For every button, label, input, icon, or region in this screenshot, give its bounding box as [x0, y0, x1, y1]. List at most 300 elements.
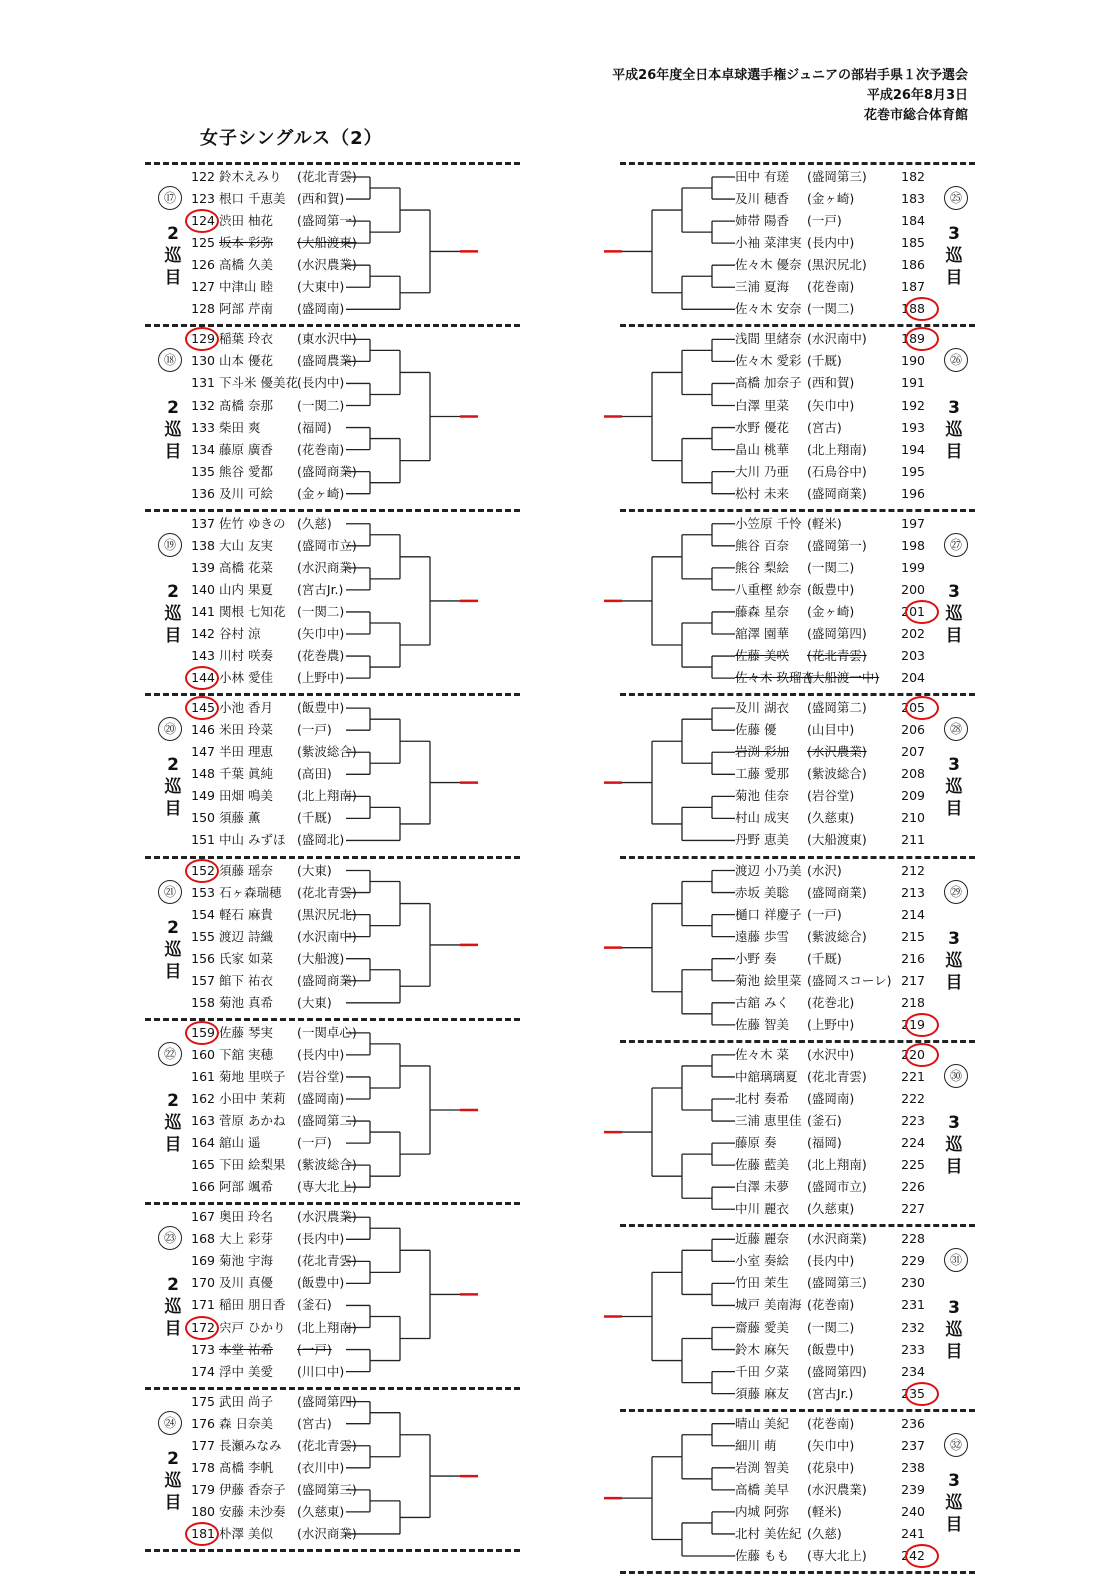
- player-name: 須藤 麻友: [735, 1385, 789, 1401]
- seed-number: 153: [191, 884, 215, 900]
- round-label: 3 巡 目: [945, 755, 963, 820]
- seed-number: 188: [901, 301, 925, 317]
- player-club: (千厩): [807, 950, 842, 966]
- player-club: (花巻農): [297, 648, 345, 664]
- event-date: 平成26年8月3日: [866, 88, 968, 103]
- player-club: (黒沢尻北): [807, 257, 867, 273]
- seed-number: 168: [191, 1231, 215, 1247]
- player-club: (一関二): [807, 559, 855, 575]
- seed-number: 151: [191, 832, 215, 848]
- player-club: (久慈東): [807, 1201, 855, 1217]
- player-club: (上野中): [297, 670, 345, 686]
- player-club: (釜石): [807, 1113, 842, 1129]
- seed-number: 161: [191, 1068, 215, 1084]
- player-name: 大上 彩芽: [219, 1231, 273, 1247]
- player-name: 佐々木 優奈: [735, 257, 802, 273]
- seed-number: 194: [901, 441, 925, 457]
- player-club: (大船渡): [297, 950, 345, 966]
- group-number: ㉒: [158, 1042, 182, 1066]
- player-name: 鈴木 麻矢: [735, 1341, 789, 1357]
- player-club: (長内中): [297, 1231, 345, 1247]
- player-name: 佐藤 優: [735, 722, 777, 738]
- seed-number: 170: [191, 1275, 215, 1291]
- seed-number: 216: [901, 950, 925, 966]
- group-number: ⑱: [158, 348, 182, 372]
- player-name: 田中 有瑳: [735, 169, 789, 184]
- player-name: 高橋 美早: [735, 1481, 789, 1497]
- player-name: 下舘 実穂: [219, 1046, 273, 1062]
- player-club: (水沢商業): [297, 559, 357, 575]
- player-club: (北上翔南): [297, 1319, 357, 1335]
- seed-number: 175: [191, 1393, 215, 1409]
- seed-number: 237: [901, 1437, 925, 1453]
- player-name: 森 日奈美: [219, 1415, 273, 1431]
- player-club: (山目中): [807, 722, 855, 738]
- player-name: 三浦 恵里佳: [735, 1113, 802, 1129]
- seed-number: 128: [191, 301, 215, 317]
- seed-number: 226: [901, 1179, 925, 1195]
- player-name: 樋口 祥慶子: [735, 906, 802, 922]
- player-name: 佐々木 玖瑠杏: [735, 670, 814, 686]
- player-name: 小池 香月: [219, 700, 273, 716]
- player-name: 菊地 里咲子: [219, 1068, 286, 1084]
- player-name: 三浦 夏海: [735, 279, 789, 295]
- player-name: 北村 美佐紀: [735, 1525, 802, 1541]
- player-name: 下田 絵梨果: [219, 1157, 286, 1173]
- player-club: (一関二): [807, 1319, 855, 1335]
- seed-number: 137: [191, 515, 215, 531]
- round-label: 2 巡 目: [164, 755, 182, 820]
- seed-number: 185: [901, 235, 925, 251]
- seed-number: 242: [901, 1548, 925, 1563]
- player-name: 武田 尚子: [219, 1393, 273, 1409]
- player-name: 齋藤 愛美: [735, 1319, 789, 1335]
- player-name: 本堂 祐希: [219, 1341, 273, 1357]
- seed-number: 150: [191, 810, 215, 826]
- player-club: (千厩): [807, 353, 842, 369]
- player-club: (大船渡東): [297, 235, 357, 251]
- player-club: (盛岡第一): [807, 537, 867, 553]
- player-name: 白澤 未夢: [735, 1179, 789, 1195]
- player-name: 関根 七知花: [219, 603, 286, 619]
- player-club: (盛岡第三): [297, 1481, 357, 1497]
- player-club: (紫波総合): [297, 1157, 357, 1173]
- seed-number: 217: [901, 972, 925, 988]
- player-club: (福岡): [807, 1135, 842, 1151]
- player-club: (盛岡第三): [807, 169, 867, 184]
- seed-number: 206: [901, 722, 925, 738]
- player-name: 畠山 桃華: [735, 441, 789, 457]
- player-club: (花巻南): [807, 1415, 855, 1431]
- player-club: (飯豊中): [807, 581, 855, 597]
- seed-number: 146: [191, 722, 215, 738]
- seed-number: 181: [191, 1525, 215, 1541]
- seed-number: 160: [191, 1046, 215, 1062]
- seed-number: 143: [191, 648, 215, 664]
- player-club: (一戸): [297, 1341, 332, 1357]
- seed-number: 191: [901, 375, 925, 391]
- seed-number: 196: [901, 485, 925, 501]
- player-club: (上野中): [807, 1016, 855, 1032]
- seed-number: 213: [901, 884, 925, 900]
- player-club: (盛岡農業): [297, 353, 357, 369]
- seed-number: 218: [901, 994, 925, 1010]
- player-club: (久慈東): [297, 1503, 345, 1519]
- seed-number: 172: [191, 1319, 215, 1335]
- round-label: 2 巡 目: [164, 1275, 182, 1340]
- seed-number: 179: [191, 1481, 215, 1497]
- seed-number: 204: [901, 670, 925, 686]
- group-number: ㉘: [944, 717, 968, 741]
- round-label: 3 巡 目: [945, 928, 963, 993]
- group-number: ⑳: [158, 717, 182, 741]
- seed-number: 163: [191, 1113, 215, 1129]
- group-number: ㉗: [944, 533, 968, 557]
- round-label: 2 巡 目: [164, 224, 182, 289]
- player-club: (矢巾中): [807, 1437, 855, 1453]
- player-name: 安藤 未沙奏: [219, 1503, 286, 1519]
- player-club: (盛岡南): [807, 1091, 855, 1106]
- player-name: 細川 萌: [735, 1437, 777, 1453]
- seed-number: 211: [901, 832, 925, 848]
- seed-number: 156: [191, 950, 215, 966]
- player-club: (川口中): [297, 1363, 345, 1379]
- player-name: 朴澤 美似: [219, 1525, 273, 1541]
- player-club: (宮古Jr.): [297, 581, 344, 597]
- player-club: (矢巾中): [297, 626, 345, 641]
- player-club: (花泉中): [807, 1459, 855, 1475]
- player-club: (宮古): [807, 419, 842, 435]
- player-name: 城戸 美南海: [735, 1297, 802, 1313]
- player-club: (紫波総合): [807, 928, 867, 944]
- player-club: (盛岡南): [297, 1091, 345, 1106]
- player-club: (大東中): [297, 279, 345, 295]
- seed-number: 159: [191, 1024, 215, 1040]
- group-number: ⑲: [158, 533, 182, 557]
- player-club: (紫波総合): [807, 766, 867, 782]
- player-name: 佐藤 藍美: [735, 1157, 789, 1173]
- player-club: (花北青雲): [297, 1437, 357, 1453]
- player-name: 軽石 麻貴: [219, 906, 273, 922]
- seed-number: 187: [901, 279, 925, 295]
- player-club: (長内中): [807, 1253, 855, 1269]
- round-label: 3 巡 目: [945, 224, 963, 289]
- player-club: (水沢南中): [297, 928, 357, 944]
- player-club: (宮古): [297, 1415, 332, 1431]
- player-name: 藤原 廣香: [219, 441, 273, 457]
- player-name: 菊池 佳奈: [735, 788, 789, 804]
- player-name: 佐藤 琴実: [219, 1024, 273, 1040]
- seed-number: 157: [191, 972, 215, 988]
- seed-number: 208: [901, 766, 925, 782]
- player-club: (岩谷堂): [807, 788, 855, 804]
- seed-number: 190: [901, 353, 925, 369]
- seed-number: 145: [191, 700, 215, 716]
- seed-number: 167: [191, 1209, 215, 1225]
- player-club: (岩谷堂): [297, 1068, 345, 1084]
- player-club: (金ヶ崎): [297, 485, 345, 501]
- seed-number: 224: [901, 1135, 925, 1151]
- seed-number: 166: [191, 1179, 215, 1195]
- seed-number: 147: [191, 744, 215, 760]
- round-label: 3 巡 目: [945, 1470, 963, 1535]
- seed-number: 200: [901, 581, 925, 597]
- group-number: ㉜: [944, 1433, 968, 1457]
- player-name: 水野 優花: [735, 419, 789, 435]
- player-name: 根口 千恵美: [219, 191, 286, 207]
- player-club: (久慈東): [807, 810, 855, 826]
- player-name: 岩渕 智美: [735, 1459, 789, 1475]
- player-name: 八重樫 紗奈: [735, 581, 802, 597]
- seed-number: 235: [901, 1385, 925, 1401]
- seed-number: 140: [191, 581, 215, 597]
- player-club: (盛岡第四): [807, 1363, 867, 1379]
- seed-number: 164: [191, 1135, 215, 1151]
- player-name: 鈴木えみり: [219, 169, 282, 184]
- player-club: (専大北上): [297, 1179, 357, 1195]
- player-club: (衣川中): [297, 1459, 345, 1475]
- player-club: (盛岡第四): [807, 626, 867, 641]
- seed-number: 149: [191, 788, 215, 804]
- player-name: 藤原 奏: [735, 1135, 777, 1151]
- seed-number: 130: [191, 353, 215, 369]
- player-club: (水沢商業): [807, 1231, 867, 1247]
- seed-number: 127: [191, 279, 215, 295]
- seed-number: 139: [191, 559, 215, 575]
- player-club: (長内中): [297, 1046, 345, 1062]
- player-club: (軽米): [807, 1503, 842, 1519]
- player-name: 中津山 睦: [219, 279, 273, 295]
- player-name: 山本 優花: [219, 353, 273, 369]
- event-venue: 花巻市総合体育館: [863, 108, 968, 123]
- player-club: (盛岡第二): [297, 1113, 357, 1129]
- player-name: 伊藤 香奈子: [219, 1481, 286, 1497]
- player-name: 及川 可絵: [219, 485, 273, 501]
- player-name: 浅間 里緒奈: [735, 331, 802, 347]
- seed-number: 126: [191, 257, 215, 273]
- player-club: (水沢南中): [807, 331, 867, 347]
- seed-number: 129: [191, 331, 215, 347]
- seed-number: 240: [901, 1503, 925, 1519]
- player-name: 川村 咲奏: [219, 648, 273, 664]
- player-name: 藤森 星奈: [735, 603, 789, 619]
- player-name: 白澤 里菜: [735, 397, 789, 413]
- group-number: ㉛: [944, 1248, 968, 1272]
- seed-number: 221: [901, 1068, 925, 1084]
- player-club: (北上翔南): [807, 1157, 867, 1173]
- player-club: (大東): [297, 994, 332, 1010]
- player-name: 姉帯 陽香: [735, 213, 789, 229]
- seed-number: 222: [901, 1091, 925, 1106]
- player-club: (矢巾中): [807, 397, 855, 413]
- player-club: (花北青雲): [807, 1068, 867, 1084]
- player-name: 千田 夕菜: [735, 1363, 789, 1379]
- seed-number: 189: [901, 331, 925, 347]
- player-club: (西和賀): [807, 375, 855, 391]
- player-club: (福岡): [297, 419, 332, 435]
- player-name: 熊谷 百奈: [735, 537, 789, 553]
- player-club: (大東): [297, 862, 332, 878]
- player-name: 松村 未来: [735, 485, 789, 501]
- player-club: (千厩): [297, 810, 332, 826]
- seed-number: 131: [191, 375, 215, 391]
- seed-number: 132: [191, 397, 215, 413]
- player-club: (花巻北): [807, 994, 855, 1010]
- player-name: 菊池 絵里菜: [735, 972, 802, 988]
- player-name: 坂本 彩弥: [219, 235, 273, 251]
- player-club: (盛岡市立): [297, 537, 357, 553]
- player-name: 小野 奏: [735, 950, 777, 966]
- player-club: (水沢商業): [297, 1525, 357, 1541]
- player-club: (花北青雲): [297, 1253, 357, 1269]
- player-name: 稲葉 玲衣: [219, 331, 273, 347]
- seed-number: 158: [191, 994, 215, 1010]
- seed-number: 169: [191, 1253, 215, 1269]
- seed-number: 154: [191, 906, 215, 922]
- player-club: (一関二): [297, 603, 345, 619]
- round-label: 2 巡 目: [164, 581, 182, 646]
- seed-number: 162: [191, 1091, 215, 1106]
- seed-number: 177: [191, 1437, 215, 1453]
- player-name: 晴山 美紀: [735, 1415, 789, 1431]
- seed-number: 201: [901, 603, 925, 619]
- player-name: 内城 阿弥: [735, 1503, 789, 1519]
- group-number: ㉓: [158, 1226, 182, 1250]
- round-label: 3 巡 目: [945, 581, 963, 646]
- player-name: 菊池 真希: [219, 994, 273, 1010]
- player-club: (盛岡南): [297, 301, 345, 317]
- player-name: 渋田 柚花: [219, 213, 273, 229]
- seed-number: 180: [191, 1503, 215, 1519]
- player-club: (盛岡商業): [807, 485, 867, 501]
- player-name: 佐藤 美咲: [735, 648, 789, 664]
- round-label: 3 巡 目: [945, 397, 963, 462]
- seed-number: 152: [191, 862, 215, 878]
- player-club: (久慈): [297, 515, 332, 531]
- player-name: 舘澤 園華: [735, 626, 789, 641]
- player-name: 熊谷 梨絵: [735, 559, 789, 575]
- player-club: (盛岡第四): [297, 1393, 357, 1409]
- page-title: 女子シングルス（2）: [200, 128, 383, 149]
- player-name: 須藤 薫: [219, 810, 261, 826]
- player-club: (専大北上): [807, 1548, 867, 1563]
- player-club: (飯豊中): [807, 1341, 855, 1357]
- seed-number: 176: [191, 1415, 215, 1431]
- player-name: 小室 奏絵: [735, 1253, 789, 1269]
- seed-number: 155: [191, 928, 215, 944]
- seed-number: 203: [901, 648, 925, 664]
- player-name: 渡辺 小乃美: [735, 862, 802, 878]
- seed-number: 228: [901, 1231, 925, 1247]
- player-name: 須藤 瑶奈: [219, 862, 273, 878]
- player-name: 谷村 涼: [219, 626, 261, 641]
- seed-number: 174: [191, 1363, 215, 1379]
- seed-number: 220: [901, 1046, 925, 1062]
- seed-number: 136: [191, 485, 215, 501]
- player-club: (金ヶ崎): [807, 603, 855, 619]
- seed-number: 186: [901, 257, 925, 273]
- player-name: 奥田 玲名: [219, 1209, 273, 1225]
- player-name: 遠藤 歩雪: [735, 928, 789, 944]
- player-club: (長内中): [807, 235, 855, 251]
- player-name: 熊谷 愛都: [219, 463, 273, 479]
- player-club: (一関二): [807, 301, 855, 317]
- player-name: 佐竹 ゆきの: [219, 515, 286, 531]
- seed-number: 207: [901, 744, 925, 760]
- player-club: (盛岡商業): [297, 972, 357, 988]
- player-name: 柴田 爽: [219, 419, 261, 435]
- seed-number: 123: [191, 191, 215, 207]
- seed-number: 210: [901, 810, 925, 826]
- player-club: (西和賀): [297, 191, 345, 207]
- player-name: 菅原 あかね: [219, 1113, 286, 1129]
- seed-number: 178: [191, 1459, 215, 1475]
- player-name: 下斗米 優美花: [219, 375, 298, 391]
- player-club: (飯豊中): [297, 1275, 345, 1291]
- player-name: 中川 麗衣: [735, 1201, 789, 1217]
- player-club: (飯豊中): [297, 700, 345, 716]
- seed-number: 233: [901, 1341, 925, 1357]
- player-name: 及川 真優: [219, 1275, 273, 1291]
- player-name: 小林 愛佳: [219, 670, 273, 686]
- player-name: 高橋 加奈子: [735, 375, 802, 391]
- player-club: (高田): [297, 766, 332, 782]
- seed-number: 223: [901, 1113, 925, 1129]
- player-name: 髙橋 奈那: [219, 397, 273, 413]
- player-club: (花巻南): [297, 441, 345, 457]
- player-name: 近藤 麗奈: [735, 1231, 789, 1247]
- player-name: 丹野 恵美: [735, 832, 789, 848]
- seed-number: 241: [901, 1525, 925, 1541]
- group-number: ㉚: [944, 1064, 968, 1088]
- seed-number: 142: [191, 626, 215, 641]
- player-name: 大川 乃亜: [735, 463, 789, 479]
- seed-number: 134: [191, 441, 215, 457]
- player-name: 中舘璃璃夏: [735, 1068, 798, 1084]
- group-number: ㉖: [944, 348, 968, 372]
- player-club: (盛岡商業): [297, 463, 357, 479]
- player-club: (久慈): [807, 1525, 842, 1541]
- seed-number: 173: [191, 1341, 215, 1357]
- player-club: (水沢農業): [297, 257, 357, 273]
- seed-number: 209: [901, 788, 925, 804]
- player-name: 北村 奏希: [735, 1091, 789, 1106]
- player-club: (大船渡一中): [807, 670, 880, 686]
- player-name: 小袖 菜津実: [735, 235, 802, 251]
- seed-number: 184: [901, 213, 925, 229]
- player-club: (水沢中): [807, 1046, 855, 1062]
- player-name: 中山 みずほ: [219, 832, 286, 848]
- group-number: ㉔: [158, 1411, 182, 1435]
- event-title: 平成26年度全日本卓球選手権ジュニアの部岩手県１次予選会: [612, 68, 968, 83]
- player-name: 及川 湖衣: [735, 700, 789, 716]
- player-club: (盛岡第三): [807, 1275, 867, 1291]
- player-club: (一戸): [807, 906, 842, 922]
- player-name: 長瀬みなみ: [219, 1437, 282, 1453]
- round-label: 2 巡 目: [164, 1448, 182, 1513]
- player-name: 竹田 茉生: [735, 1275, 789, 1291]
- player-name: 稲田 朋日香: [219, 1297, 286, 1313]
- seed-number: 227: [901, 1201, 925, 1217]
- player-name: 宍戸 ひかり: [219, 1319, 286, 1335]
- player-name: 千葉 眞純: [219, 766, 273, 782]
- player-club: (東水沢中): [297, 331, 357, 347]
- group-number: ㉙: [944, 880, 968, 904]
- seed-number: 238: [901, 1459, 925, 1475]
- player-name: 高橋 久美: [219, 257, 273, 273]
- player-club: (一戸): [297, 722, 332, 738]
- round-label: 3 巡 目: [945, 1297, 963, 1362]
